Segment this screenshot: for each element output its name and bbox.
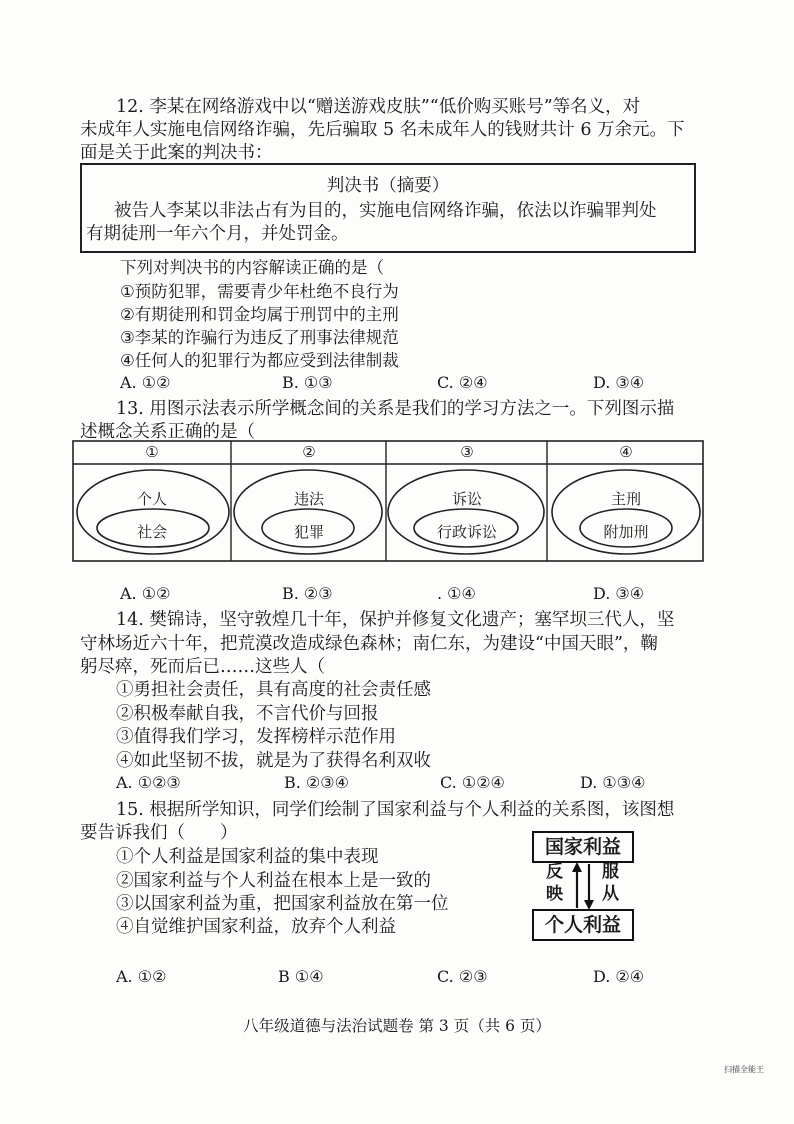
obey-label-2: 从 xyxy=(602,884,619,904)
q13-line-1: 13. 用图示法表示所学概念间的关系是我们的学习方法之一。下列图示描 xyxy=(116,399,675,419)
national-interest-box: 国家利益 xyxy=(532,831,634,863)
q12-line-1: 12. 李某在网络游戏中以“赠送游戏皮肤”“低价购买账号”等名义，对 xyxy=(116,97,641,117)
q15-item-3: ③以国家利益为重，把国家利益放在第一位 xyxy=(116,894,449,914)
q12-item-2: ②有期徒刑和罚金均属于刑罚中的主刑 xyxy=(120,305,399,324)
cell-1-number: ① xyxy=(145,443,159,461)
judgment-line-1: 被告人李某以非法占有为目的，实施电信网络诈骗，依法以诈骗罪判处 xyxy=(114,201,657,221)
cell-1-inner: 社会 xyxy=(136,523,167,541)
q13-option-b: B. ②③ xyxy=(282,584,333,603)
q12-option-c: C. ②④ xyxy=(437,373,488,392)
q14-line-2: 守林场近六十年，把荒漠改造成绿色森林；南仁东，为建设“中国天眼”，鞠 xyxy=(80,634,658,654)
q14-item-4: ④如此坚韧不拔，就是为了获得名利双收 xyxy=(116,751,431,771)
q13-option-a: A. ①② xyxy=(120,584,171,603)
q13-option-c: . ①④ xyxy=(437,584,476,603)
q12-line-2: 未成年人实施电信网络诈骗，先后骗取 5 名未成年人的钱财共计 6 万余元。下 xyxy=(80,120,685,140)
cell-4-outer: 主刑 xyxy=(610,490,641,508)
q13-line-2: 述概念关系正确的是（ xyxy=(80,422,255,442)
q14-option-b: B. ②③④ xyxy=(284,773,349,792)
q14-item-3: ③值得我们学习，发挥榜样示范作用 xyxy=(116,727,396,747)
judgment-line-2: 有期徒刑一年六个月，并处罚金。 xyxy=(86,224,349,244)
cell-1-outer: 个人 xyxy=(136,490,167,508)
q14-item-2: ②积极奉献自我，不言代价与回报 xyxy=(116,704,379,724)
q15-option-d: D. ②④ xyxy=(593,967,645,986)
q15-item-2: ②国家利益与个人利益在根本上是一致的 xyxy=(116,871,431,891)
cell-4-number: ④ xyxy=(619,443,633,461)
q14-item-1: ①勇担社会责任，具有高度的社会责任感 xyxy=(116,680,431,700)
q12-stem: 下列对判决书的内容解读正确的是（ xyxy=(120,258,384,277)
q14-option-d: D. ①③④ xyxy=(580,773,646,792)
q15-line-1: 15. 根据所学知识，同学们绘制了国家利益与个人利益的关系图，该图想 xyxy=(116,800,675,820)
cell-2-inner: 犯罪 xyxy=(293,523,324,541)
q15-item-4: ④自觉维护国家利益，放弃个人利益 xyxy=(116,917,396,937)
reflect-label-1: 反 xyxy=(546,862,563,882)
q12-option-d: D. ③④ xyxy=(593,373,645,392)
judgment-title: 判决书（摘要） xyxy=(326,176,450,196)
reflect-label-2: 映 xyxy=(546,884,563,904)
q14-option-c: C. ①②④ xyxy=(440,773,505,792)
q13-option-d: D. ③④ xyxy=(593,584,645,603)
cell-4-inner: 附加刑 xyxy=(603,523,649,541)
q15-option-b: B ①④ xyxy=(278,967,324,986)
cell-2-outer: 违法 xyxy=(293,490,324,508)
q15-line-2: 要告诉我们（ ） xyxy=(80,823,238,843)
q15-item-1: ①个人利益是国家利益的集中表现 xyxy=(116,847,379,867)
q12-item-4: ④任何人的犯罪行为都应受到法律制裁 xyxy=(120,351,399,370)
cell-2-number: ② xyxy=(302,443,316,461)
q12-option-a: A. ①② xyxy=(120,373,171,392)
q15-option-a: A. ①② xyxy=(116,967,167,986)
scanner-watermark: 扫描全能王 xyxy=(724,1065,764,1074)
page-footer: 八年级道德与法治试题卷 第 3 页（共 6 页） xyxy=(243,1017,551,1035)
q12-item-1: ①预防犯罪，需要青少年杜绝不良行为 xyxy=(120,282,399,301)
q12-option-b: B. ①③ xyxy=(282,373,333,392)
cell-3-inner: 行政诉讼 xyxy=(436,523,497,541)
cell-3-number: ③ xyxy=(460,443,474,461)
q12-item-3: ③李某的诈骗行为违反了刑事法律规范 xyxy=(120,328,399,347)
q14-option-a: A. ①②③ xyxy=(116,773,181,792)
q14-line-3: 躬尽瘁，死而后已……这些人（ xyxy=(80,657,325,677)
two-way-arrow-icon xyxy=(570,862,596,910)
q15-option-c: C. ②③ xyxy=(437,967,488,986)
personal-interest-box: 个人利益 xyxy=(532,909,634,941)
cell-3-outer: 诉讼 xyxy=(451,490,482,508)
q14-line-1: 14. 樊锦诗，坚守敦煌几十年，保护并修复文化遗产；塞罕坝三代人，坚 xyxy=(116,610,675,630)
q12-line-3: 面是关于此案的判决书： xyxy=(80,143,273,163)
obey-label-1: 服 xyxy=(602,862,619,882)
